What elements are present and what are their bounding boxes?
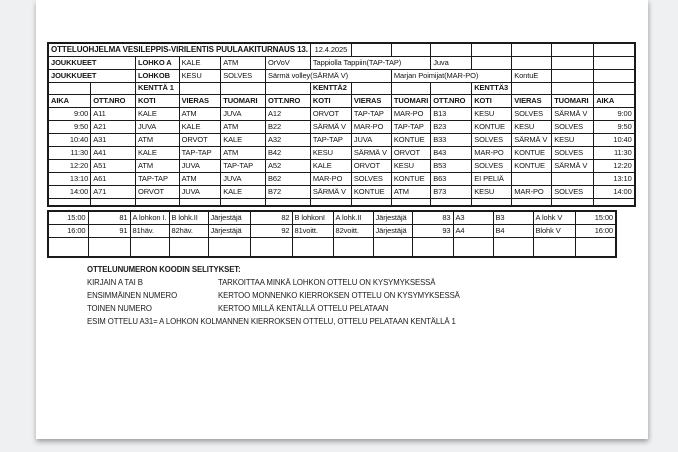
schedule-cell: A52 [266, 159, 311, 172]
empty-cell [472, 198, 512, 206]
schedule-cell: 9:50 [594, 120, 635, 133]
schedule-cell: SÄRMÄ V [512, 133, 552, 146]
empty-cell [310, 198, 351, 206]
empty-cell [373, 237, 412, 257]
empty-cell [91, 82, 136, 94]
empty-cell [552, 43, 594, 56]
schedule-cell: 81häv. [130, 224, 169, 237]
schedule-row [48, 120, 635, 133]
schedule-cell: B73 [431, 185, 472, 198]
schedule-cell: A lohk V [533, 211, 575, 224]
column-header: VIERAS [179, 94, 221, 107]
column-header: VIERAS [351, 94, 391, 107]
schedule-cell: TAP-TAP [351, 107, 391, 120]
schedule-cell: ORVOT [310, 107, 351, 120]
schedule-cell: KONTUE [391, 172, 430, 185]
schedule-cell: SOLVES [512, 107, 552, 120]
team-name: OrVoV [266, 56, 311, 69]
schedule-row [48, 107, 635, 120]
schedule-cell: 92 [250, 224, 292, 237]
schedule-cell: SOLVES [351, 172, 391, 185]
schedule-cell: MAR-PO [351, 120, 391, 133]
document-page [36, 0, 648, 439]
schedule-cell: B42 [266, 146, 311, 159]
schedule-cell: 9:00 [48, 107, 91, 120]
empty-cell [221, 82, 266, 94]
empty-cell [431, 43, 472, 56]
team-name: ATM [221, 56, 266, 69]
empty-cell [552, 198, 594, 206]
empty-cell [453, 237, 493, 257]
schedule-cell: A4 [453, 224, 493, 237]
schedule-cell: 13:10 [48, 172, 91, 185]
legend [87, 263, 460, 328]
empty-cell [512, 43, 552, 56]
schedule-cell: SOLVES [552, 146, 594, 159]
schedule-cell: A lohk.II [333, 211, 373, 224]
empty-cell [594, 56, 635, 69]
schedule-cell: ATM [221, 146, 266, 159]
schedule-cell: SOLVES [552, 185, 594, 198]
schedule-cell: KESU [552, 133, 594, 146]
schedule-cell: B lohkonI [292, 211, 333, 224]
schedule-cell: KESU [512, 120, 552, 133]
team-name: Marjan Poimijat(MAR-PO) [391, 69, 511, 82]
schedule-cell: 10:40 [48, 133, 91, 146]
empty-cell [512, 198, 552, 206]
schedule-cell: 81voitt. [292, 224, 333, 237]
team-name: SOLVES [221, 69, 266, 82]
empty-cell [472, 43, 512, 56]
empty-cell [169, 237, 208, 257]
schedule-cell: KONTUE [391, 133, 430, 146]
schedule-cell: JUVA [221, 172, 266, 185]
team-name: Juva [431, 56, 472, 69]
schedule-cell: B62 [266, 172, 311, 185]
teams-row-a [48, 56, 635, 69]
empty-cell [594, 82, 635, 94]
column-header: KOTI [310, 94, 351, 107]
schedule-cell: Blohk V [533, 224, 575, 237]
spacer-row [48, 237, 616, 257]
schedule-cell: Järjestäjä [373, 211, 412, 224]
court-3-label: KENTTÄ3 [472, 82, 512, 94]
empty-cell [292, 237, 333, 257]
empty-cell [512, 82, 552, 94]
schedule-cell: Järjestäjä [208, 224, 250, 237]
schedule-row [48, 172, 635, 185]
column-header: VIERAS [512, 94, 552, 107]
empty-cell [594, 43, 635, 56]
schedule-cell: B53 [431, 159, 472, 172]
legend-term: ENSIMMÄINEN NUMERO [87, 291, 178, 300]
schedule-cell: 82voitt. [333, 224, 373, 237]
empty-cell [351, 43, 391, 56]
legend-desc: KERTOO MONNENKO KIERROKSEN OTTELU ON KYSYMYKSESSÄ [218, 291, 460, 300]
schedule-cell: MAR-PO [472, 146, 512, 159]
document-title: OTTELUOHJELMA VESILEPPIS-VIRILENTIS PUULAAKITURNAUS 13. [48, 43, 310, 56]
empty-cell [552, 56, 594, 69]
schedule-cell: A21 [91, 120, 136, 133]
schedule-cell: B3 [493, 211, 533, 224]
schedule-cell: B33 [431, 133, 472, 146]
empty-cell [552, 69, 594, 82]
schedule-cell: KALE [221, 133, 266, 146]
schedule-cell: TAP-TAP [310, 133, 351, 146]
schedule-cell: A61 [91, 172, 136, 185]
schedule-cell: ATM [136, 159, 180, 172]
group-b-label: LOHKOB [136, 69, 180, 82]
schedule-cell: ATM [136, 133, 180, 146]
schedule-cell: A lohkon I. [130, 211, 169, 224]
empty-cell [412, 237, 453, 257]
schedule-cell: 9:00 [594, 107, 635, 120]
schedule-cell: TAP-TAP [391, 120, 430, 133]
schedule-row [48, 159, 635, 172]
legend-desc: KERTOO MILLÄ KENTÄLLÄ OTTELU PELATAAN [218, 304, 389, 313]
empty-cell [136, 198, 180, 206]
schedule-cell: ORVOT [391, 146, 430, 159]
schedule-cell: B23 [431, 120, 472, 133]
empty-cell [91, 198, 136, 206]
team-name: KESU [179, 69, 221, 82]
empty-cell [221, 198, 266, 206]
group-a-label: LOHKO A [136, 56, 180, 69]
schedule-cell: 12:20 [594, 159, 635, 172]
schedule-cell: 83 [412, 211, 453, 224]
schedule-cell: KESU [472, 185, 512, 198]
column-header: KOTI [472, 94, 512, 107]
schedule-row [48, 185, 635, 198]
schedule-cell: MAR-PO [512, 185, 552, 198]
schedule-cell: 11:30 [594, 146, 635, 159]
schedule-cell: B22 [266, 120, 311, 133]
empty-cell [512, 56, 552, 69]
schedule-cell: 81 [88, 211, 130, 224]
empty-cell [333, 237, 373, 257]
schedule-cell: 9:50 [48, 120, 91, 133]
empty-cell [48, 82, 91, 94]
schedule-cell: A41 [91, 146, 136, 159]
schedule-cell: B63 [431, 172, 472, 185]
schedule-cell: SOLVES [552, 120, 594, 133]
playoff-row [48, 211, 616, 224]
empty-cell [88, 237, 130, 257]
empty-cell [391, 43, 430, 56]
schedule-cell: 14:00 [594, 185, 635, 198]
schedule-cell: SÄRMÄ V [310, 120, 351, 133]
schedule-cell: A12 [266, 107, 311, 120]
schedule-cell: 10:40 [594, 133, 635, 146]
schedule-cell: JUVA [221, 107, 266, 120]
match-schedule-table [47, 42, 636, 207]
schedule-cell: JUVA [136, 120, 180, 133]
schedule-cell: KESU [310, 146, 351, 159]
empty-cell [179, 198, 221, 206]
teams-label: JOUKKUEET [48, 69, 136, 82]
column-header: OTT.NRO [431, 94, 472, 107]
empty-cell [351, 82, 391, 94]
column-header: TUOMARI [221, 94, 266, 107]
legend-row [87, 302, 460, 315]
schedule-cell: SOLVES [472, 159, 512, 172]
schedule-cell: B13 [431, 107, 472, 120]
court-2-label: KENTTÄ2 [310, 82, 351, 94]
column-header: TUOMARI [391, 94, 430, 107]
schedule-cell: SÄRMÄ V [351, 146, 391, 159]
schedule-cell: 14:00 [48, 185, 91, 198]
schedule-cell: KALE [221, 185, 266, 198]
schedule-cell: EI PELIÄ [472, 172, 512, 185]
schedule-cell: SOLVES [472, 133, 512, 146]
team-name: KontuE [512, 69, 552, 82]
schedule-cell: B43 [431, 146, 472, 159]
schedule-cell: ATM [179, 172, 221, 185]
schedule-cell: A11 [91, 107, 136, 120]
schedule-cell: KALE [310, 159, 351, 172]
schedule-cell: MAR-PO [310, 172, 351, 185]
court-1-label: KENTTÄ 1 [136, 82, 180, 94]
column-header: TUOMARI [552, 94, 594, 107]
schedule-cell: ORVOT [179, 133, 221, 146]
schedule-cell: A32 [266, 133, 311, 146]
empty-cell [179, 82, 221, 94]
schedule-cell: SÄRMÄ V [552, 107, 594, 120]
schedule-cell: A3 [453, 211, 493, 224]
legend-heading: OTTELUNUMERON KOODIN SELITYKSET: [87, 265, 241, 274]
column-header: OTT.NRO [266, 94, 311, 107]
playoff-row [48, 224, 616, 237]
team-name: KALE [179, 56, 221, 69]
schedule-cell: KESU [391, 159, 430, 172]
schedule-cell: KONTUE [472, 120, 512, 133]
empty-cell [533, 237, 575, 257]
empty-cell [512, 172, 552, 185]
schedule-cell: TAP-TAP [221, 159, 266, 172]
empty-cell [575, 237, 616, 257]
schedule-cell: KALE [179, 120, 221, 133]
empty-cell [266, 82, 311, 94]
legend-row [87, 289, 460, 302]
empty-cell [431, 82, 472, 94]
schedule-cell: A71 [91, 185, 136, 198]
schedule-cell: 93 [412, 224, 453, 237]
schedule-cell: B72 [266, 185, 311, 198]
schedule-cell: 91 [88, 224, 130, 237]
schedule-cell: 11:30 [48, 146, 91, 159]
empty-cell [48, 237, 88, 257]
schedule-cell: 16:00 [48, 224, 88, 237]
schedule-cell: SÄRMÄ V [310, 185, 351, 198]
schedule-cell: SÄRMÄ V [552, 159, 594, 172]
schedule-cell: ATM [391, 185, 430, 198]
empty-cell [594, 198, 635, 206]
empty-cell [391, 198, 430, 206]
empty-cell [48, 198, 91, 206]
schedule-cell: KONTUE [512, 146, 552, 159]
schedule-cell: Järjestäjä [373, 224, 412, 237]
schedule-cell: 82 [250, 211, 292, 224]
schedule-cell: B lohk.II [169, 211, 208, 224]
empty-cell [472, 56, 512, 69]
column-header: AIKA [594, 94, 635, 107]
schedule-cell: A31 [91, 133, 136, 146]
schedule-cell: MAR-PO [391, 107, 430, 120]
empty-cell [552, 172, 594, 185]
legend-term: KIRJAIN A TAI B [87, 278, 143, 287]
column-header-row [48, 94, 635, 107]
schedule-row [48, 146, 635, 159]
schedule-cell: 13:10 [594, 172, 635, 185]
empty-cell [431, 198, 472, 206]
empty-cell [391, 82, 430, 94]
team-name: Särmä volley(SÄRMÄ V) [266, 69, 392, 82]
team-name: Tappiolla Tappiin(TAP-TAP) [310, 56, 430, 69]
column-header: KOTI [136, 94, 180, 107]
empty-cell [250, 237, 292, 257]
schedule-row [48, 133, 635, 146]
schedule-cell: 82häv. [169, 224, 208, 237]
legend-row [87, 276, 460, 289]
schedule-cell: 15:00 [48, 211, 88, 224]
schedule-cell: KESU [472, 107, 512, 120]
schedule-cell: 16:00 [575, 224, 616, 237]
empty-cell [594, 69, 635, 82]
column-header: OTT.NRO [91, 94, 136, 107]
schedule-cell: KALE [136, 107, 180, 120]
empty-cell [493, 237, 533, 257]
teams-row-b [48, 69, 635, 82]
court-header-row [48, 82, 635, 94]
schedule-cell: 12:20 [48, 159, 91, 172]
legend-desc: TARKOITTAA MINKÄ LOHKON OTTELU ON KYSYMYKSESSÄ [218, 278, 436, 287]
schedule-cell: ATM [221, 120, 266, 133]
schedule-cell: TAP-TAP [136, 172, 180, 185]
schedule-cell: JUVA [179, 185, 221, 198]
empty-cell [130, 237, 169, 257]
schedule-cell: ORVOT [351, 159, 391, 172]
playoff-table [47, 210, 617, 258]
schedule-cell: A51 [91, 159, 136, 172]
schedule-cell: 15:00 [575, 211, 616, 224]
empty-cell [552, 82, 594, 94]
empty-cell [266, 198, 311, 206]
teams-label: JOUKKUEET [48, 56, 136, 69]
spacer-row [48, 198, 635, 206]
column-header: AIKA [48, 94, 91, 107]
schedule-cell: ATM [179, 107, 221, 120]
schedule-cell: Järjestäjä [208, 211, 250, 224]
legend-example: ESIM OTTELU A31= A LOHKON KOLMANNEN KIERROKSEN OTTELU, OTTELU PELATAAN KENTÄLLÄ 1 [87, 317, 456, 326]
legend-term: TOINEN NUMERO [87, 304, 152, 313]
schedule-cell: B4 [493, 224, 533, 237]
schedule-cell: ORVOT [136, 185, 180, 198]
empty-cell [351, 198, 391, 206]
empty-cell [208, 237, 250, 257]
schedule-cell: JUVA [351, 133, 391, 146]
schedule-cell: KONTUE [512, 159, 552, 172]
schedule-cell: KALE [136, 146, 180, 159]
title-row [48, 43, 635, 56]
schedule-cell: JUVA [179, 159, 221, 172]
schedule-cell: KONTUE [351, 185, 391, 198]
schedule-cell: TAP-TAP [179, 146, 221, 159]
document-date: 12.4.2025 [310, 43, 351, 56]
